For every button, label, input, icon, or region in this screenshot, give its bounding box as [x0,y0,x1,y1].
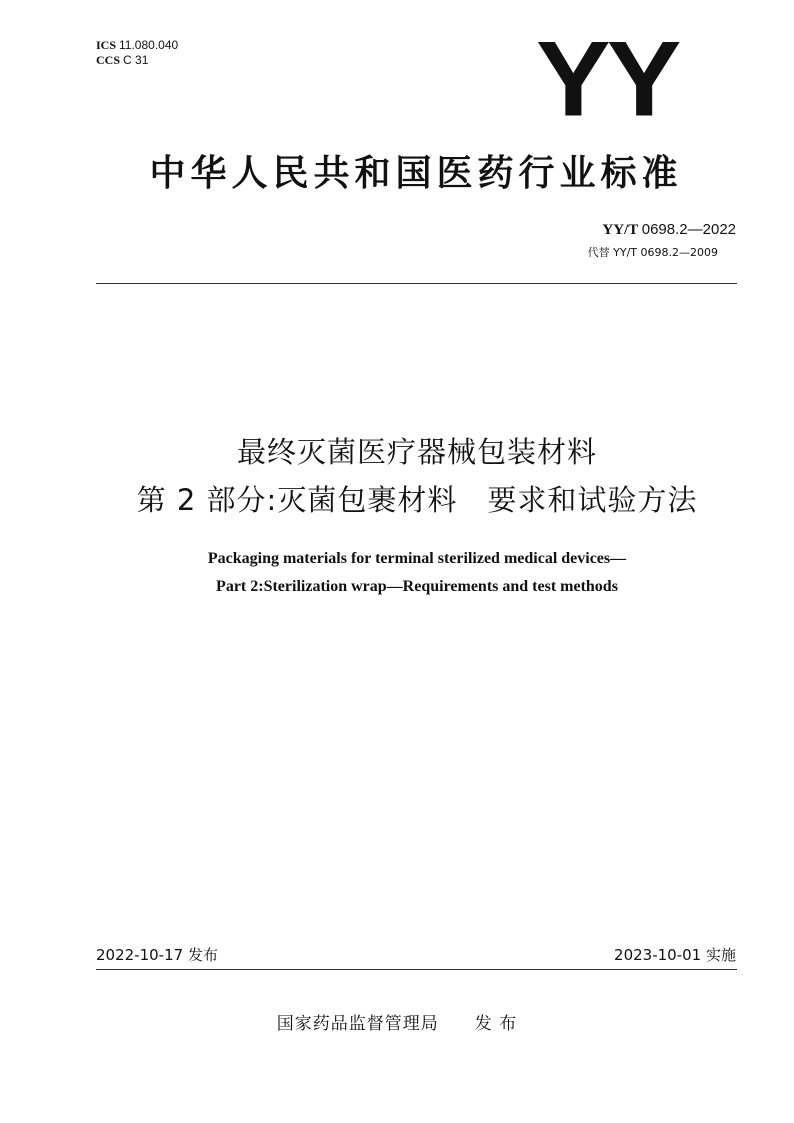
issuer-action: 发 布 [474,1014,518,1034]
standard-code: 0698.2—2022 [641,221,736,238]
standard-title: 中华人民共和国医药行业标准 [149,153,683,194]
replaces-standard: 代替 YY/T 0698.2—2009 [587,246,718,259]
standard-prefix: YY/T [602,222,638,238]
ics-label: ICS [96,38,117,52]
ccs-label: CCS [96,53,121,67]
implementation-date: 2023-10-01 实施 [614,946,736,964]
issuer-line [0,1009,794,1034]
ics-value: 11.080.040 [119,38,179,52]
title-cn-line1: 最终灭菌医疗器械包装材料 [236,435,597,469]
ics-code [96,38,178,53]
ccs-code [96,53,178,68]
title-en-line2: Part 2:Sterilization wrap—Requirements and test methods [216,578,618,595]
classification-codes [96,38,178,68]
issuer-name: 国家药品监督管理局 [276,1014,439,1034]
title-en-line1: Packaging materials for terminal sterilized medical devices— [207,550,627,567]
ccs-value: C 31 [123,53,149,67]
issue-date: 2022-10-17 发布 [96,946,218,964]
standard-number [602,221,736,239]
footer-divider [96,969,737,970]
header-divider [96,283,737,284]
title-cn-line2: 第 2 部分:灭菌包裹材料 要求和试验方法 [136,483,698,517]
yy-logo: YY [536,19,678,139]
